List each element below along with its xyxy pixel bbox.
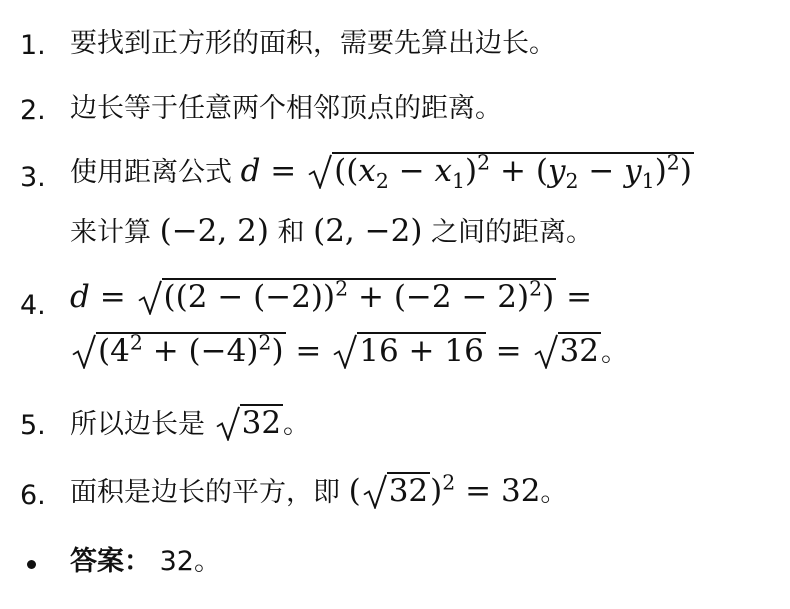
step-number: 6. [20, 480, 46, 511]
step-text: 之间的距离。 [431, 217, 594, 248]
step-2-text [70, 95, 502, 122]
step-4-line-1 [70, 278, 592, 313]
step-text: 边长等于任意两个相邻顶点的距离。 [70, 93, 502, 124]
step-text: 所以边长是 [70, 409, 205, 440]
point-b: (2, −2) [313, 213, 423, 249]
step-6-text [70, 472, 567, 507]
step-5-text [70, 404, 310, 439]
side-length-value: 32 [214, 405, 283, 441]
answer-label: 答案： [70, 546, 151, 577]
step-text: 要找到正方形的面积，需要先算出边长。 [70, 28, 556, 59]
step-text: 面积是边长的平方，即 [70, 477, 340, 508]
bullet-icon [27, 560, 36, 569]
step-number: 1. [20, 30, 46, 61]
step-text: 。 [540, 477, 568, 508]
answer-line [70, 548, 221, 575]
point-a: (−2, 2) [159, 213, 269, 249]
step-text: 。 [283, 409, 311, 440]
area-result: 32 [500, 473, 541, 509]
step-3-line-2 [70, 213, 594, 249]
distance-simplification: $(4^2 + (-4)^2)$ = 16 + 16 = 32。 [70, 333, 628, 369]
distance-computation: d = $((2 - (-2))^2 + (-2 - 2)^2)$ = [70, 276, 593, 315]
step-number: 5. [20, 410, 46, 441]
step-1-text [70, 30, 556, 57]
answer-value: 32。 [159, 546, 221, 577]
step-text: 和 [277, 217, 305, 248]
step-number: 2. [20, 95, 46, 126]
area-computation: ( 32)$^2$ = 32 [348, 470, 541, 509]
step-3-line-1 [70, 150, 694, 194]
step-number: 3. [20, 162, 46, 193]
step-4-line-2 [70, 332, 628, 367]
step-text: 使用距离公式 [70, 157, 232, 188]
distance-formula: d = $((x_2 - x_1)^2 + (y_2 - y_1)^2)$ [240, 150, 692, 194]
step-text: 来计算 [70, 217, 151, 248]
step-number: 4. [20, 290, 46, 321]
